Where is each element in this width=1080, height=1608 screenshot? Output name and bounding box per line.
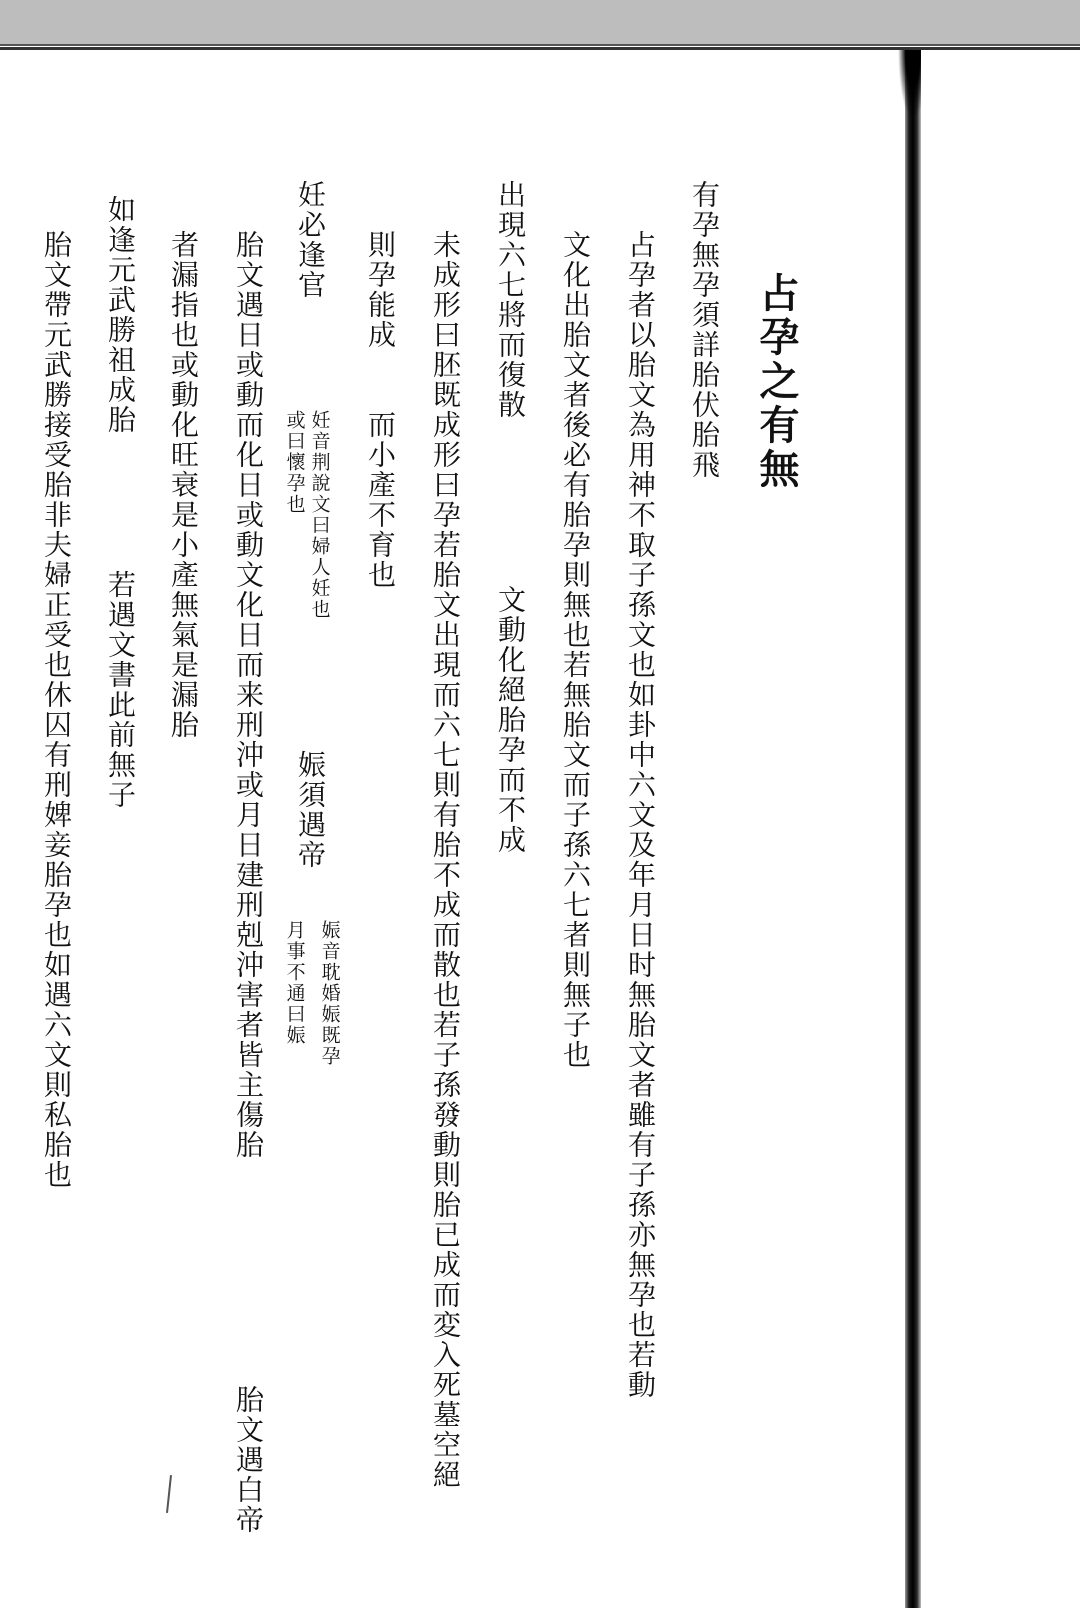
stray-ink-stroke — [166, 1475, 172, 1513]
text-column-7-part-1: 妊必逢官 — [294, 180, 327, 300]
text-column-7-part-2: 娠須遇帝 — [294, 750, 327, 870]
text-column-10-part-1: 如逢元武勝祖成胎 — [104, 195, 137, 435]
text-column-1: 有孕無孕須詳胎伏胎飛 — [688, 180, 721, 480]
text-column-3: 文化出胎文者後必有胎孕則無也若無胎文而子孫六七者則無子也 — [559, 230, 592, 1070]
text-column-6-part-2: 而小產不育也 — [364, 410, 397, 590]
adjacent-page — [921, 50, 1080, 1608]
text-column-11: 胎文帶元武勝接受胎非夫婦正受也休囚有刑婢妾胎孕也如遇六文則私胎也 — [40, 230, 73, 1190]
book-binding-gutter — [905, 50, 921, 1608]
text-column-6-part-1: 則孕能成 — [364, 230, 397, 350]
text-column-7-note-4: 月事不通曰娠 — [283, 920, 306, 1046]
manuscript-page — [0, 50, 905, 1608]
text-column-5: 未成形曰胚既成形曰孕若胎文出現而六七則有胎不成而散也若子孫發動則胎已成而変入死墓空絕 — [429, 230, 462, 1490]
text-column-7-note-3: 娠音耽婚娠既孕 — [318, 920, 341, 1067]
text-column-4-part-2: 而復散 — [494, 330, 527, 420]
text-column-2: 占孕者以胎文為用神不取子孫文也如卦中六文及年月日时無胎文者雖有子孫亦無孕也若動 — [624, 230, 657, 1400]
text-column-7-note-2: 或曰懷孕也 — [283, 410, 306, 515]
scanner-top-band — [0, 0, 1080, 44]
text-column-8-part-1: 胎文遇日或動而化日或動文化日而来刑沖或月日建刑剋沖害者皆主傷胎 — [232, 230, 265, 1160]
text-column-7-note-1: 妊音荆說文曰婦人妊也 — [308, 410, 331, 620]
text-column-8-part-2: 胎文遇白帝 — [232, 1385, 265, 1535]
text-column-9: 者漏指也或動化旺衰是小產無氣是漏胎 — [167, 230, 200, 740]
text-column-4-part-1: 出現六七將 — [494, 180, 527, 330]
chapter-title: 占孕之有無 — [753, 272, 800, 492]
text-column-4-note: 文動化絕胎孕而不成 — [494, 585, 527, 855]
text-column-10-note: 若遇文書此前無子 — [104, 570, 137, 810]
